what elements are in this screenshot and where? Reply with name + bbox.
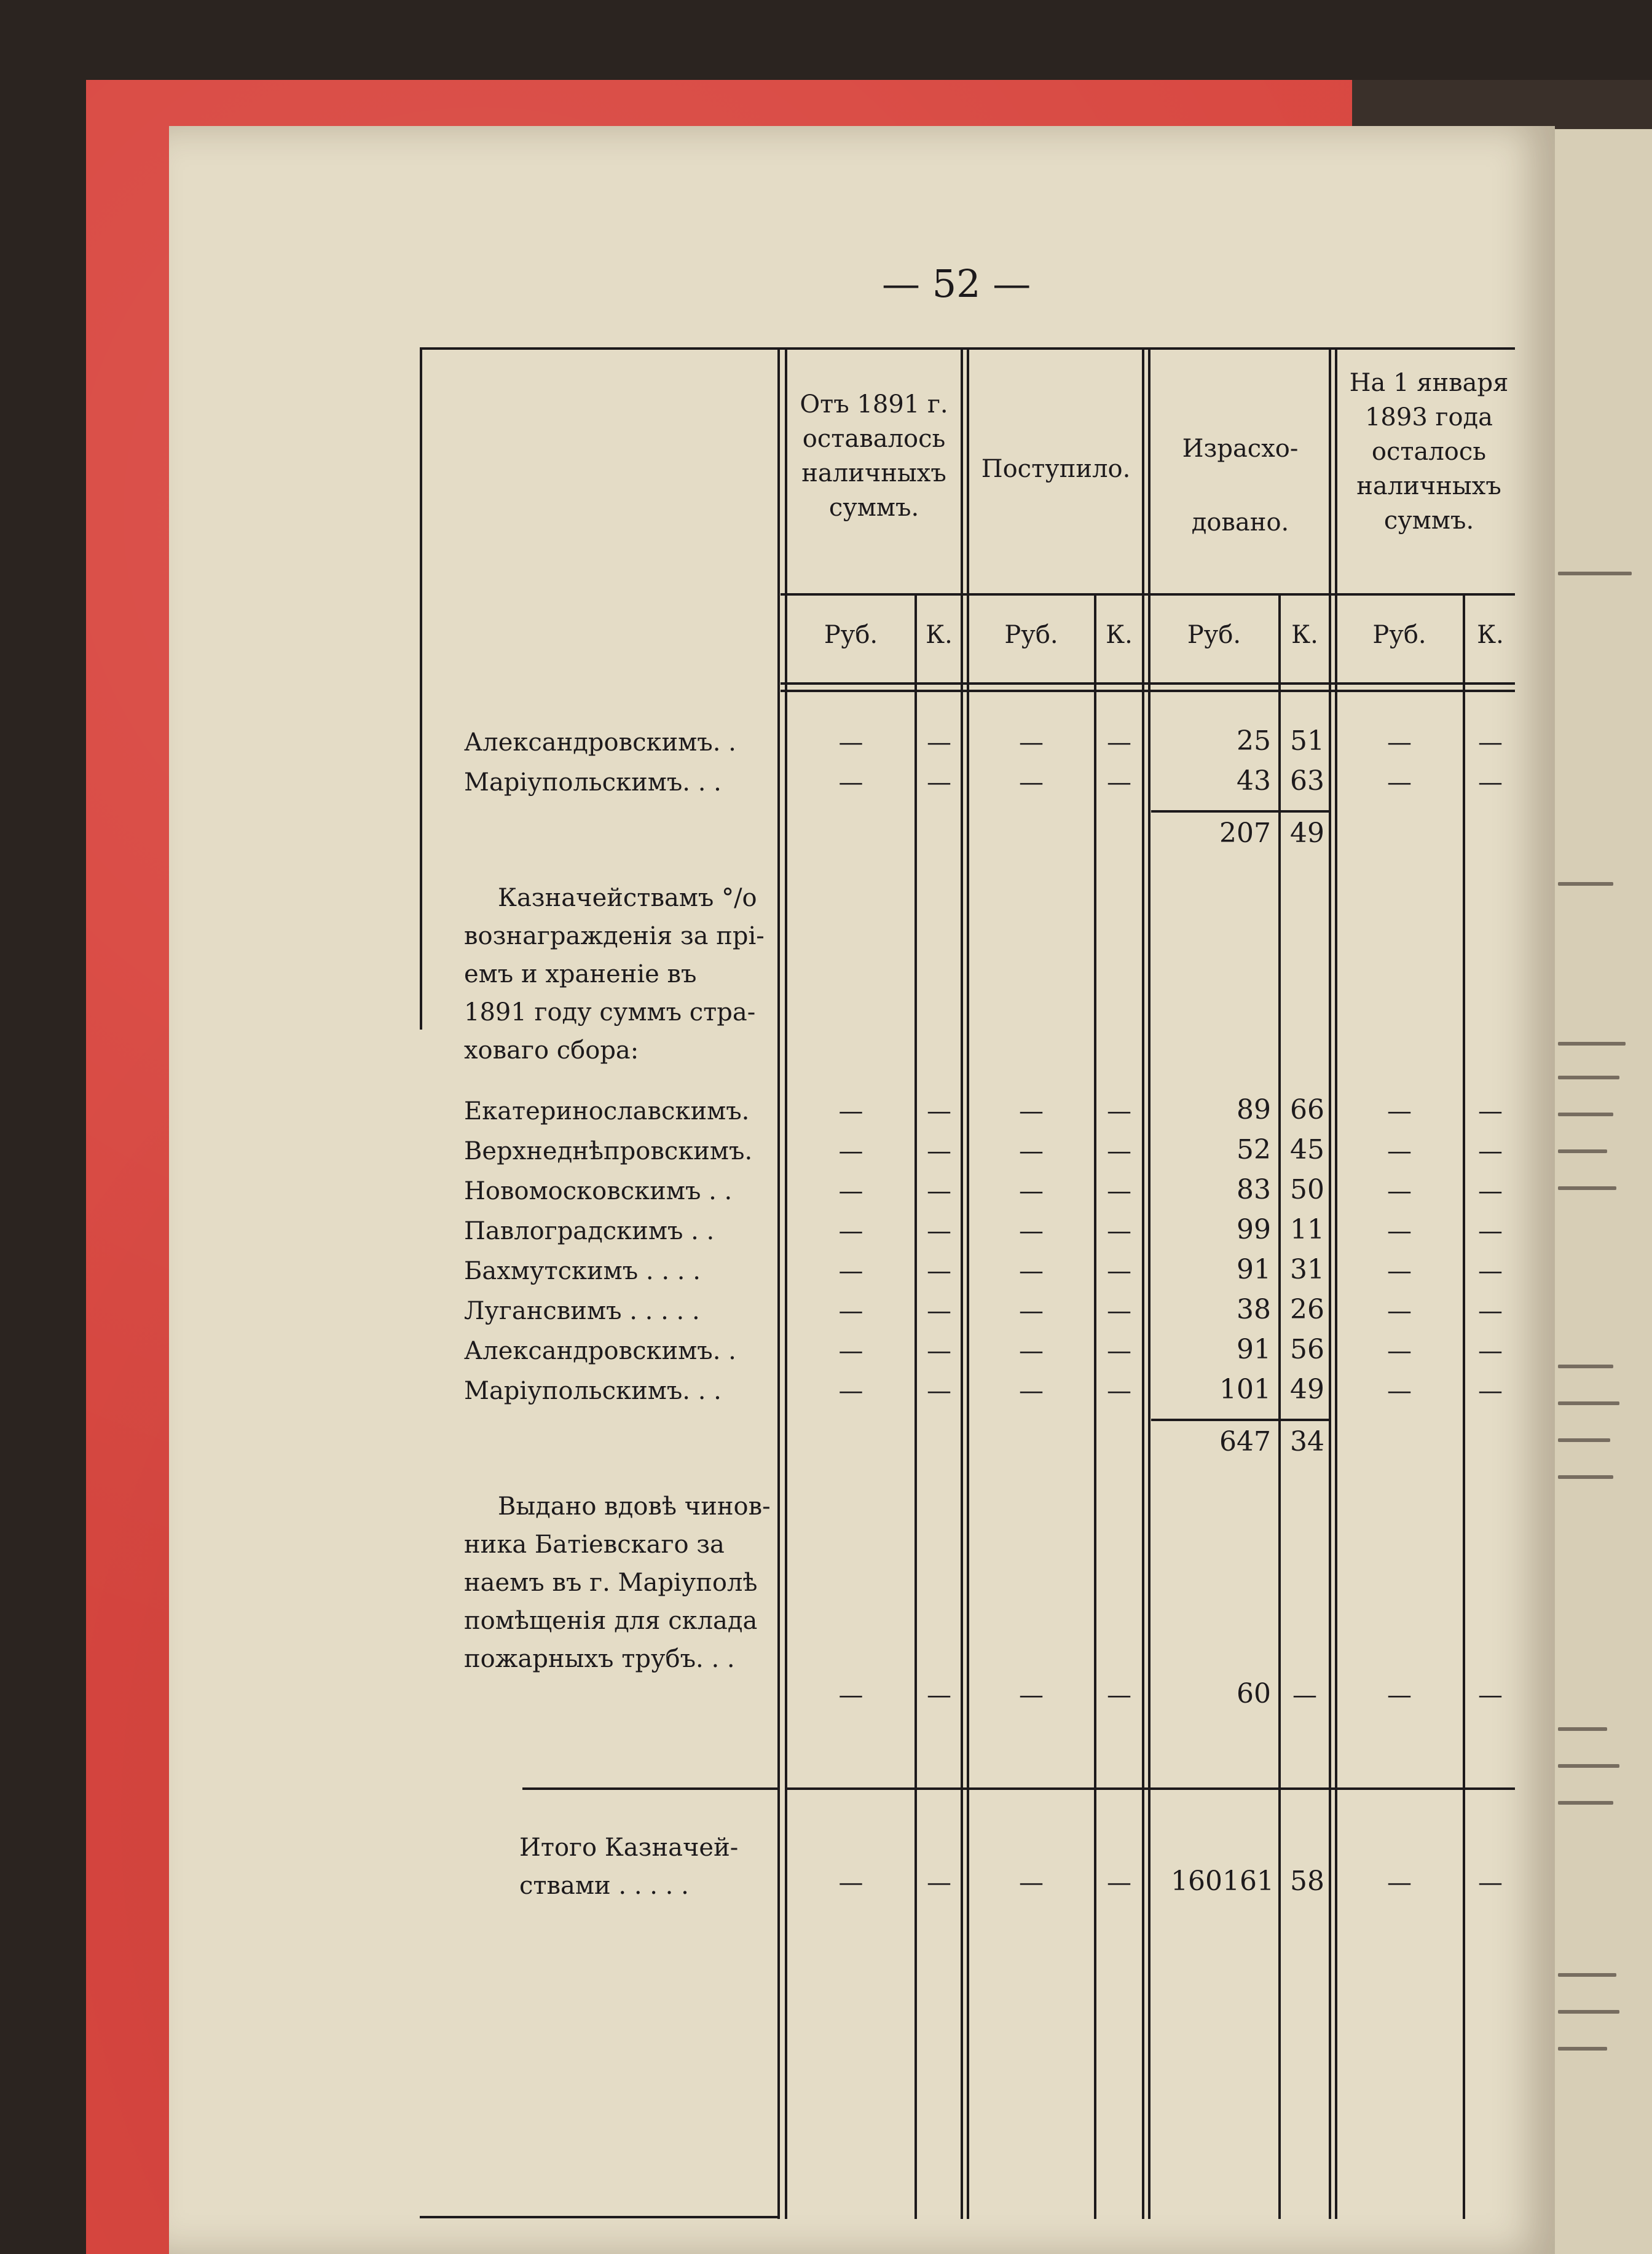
subheader-rub: Руб.: [1372, 621, 1426, 649]
subheader-kop: К.: [926, 621, 953, 649]
widow-payment-description: Выдано вдовѣ чинов- ника Батіевскаго за наемъ въ г. Маріуполѣ помѣщенія для склада пожарныхъ трубъ. . .: [464, 1492, 771, 1673]
header-col-1893: На 1 января 1893 года осталось наличныхъ суммъ.: [1349, 369, 1509, 535]
subheader-kop: К.: [1106, 621, 1133, 649]
page-number: — 52 —: [882, 261, 1031, 306]
header-col-spent: Израсхо- довано.: [1182, 435, 1299, 537]
header-col-1891: Отъ 1891 г. оставалось наличныхъ суммъ.: [800, 390, 948, 522]
header-col-received: Поступило.: [981, 455, 1131, 483]
adjacent-page-edge: [1546, 129, 1652, 2254]
subheader-rub: Руб.: [1187, 621, 1241, 649]
subheader-kop: К.: [1291, 621, 1318, 649]
section-heading-remuneration: Казначействамъ °/о вознагражденія за прі- емъ и храненіе въ 1891 году суммъ стра- ховаго сбора:: [464, 884, 765, 1065]
subheader-rub: Руб.: [1004, 621, 1058, 649]
subheader-rub: Руб.: [824, 621, 878, 649]
total-label: Итого Казначей- ствами . . . . .: [519, 1834, 739, 1900]
subheader-kop: К.: [1477, 621, 1504, 649]
